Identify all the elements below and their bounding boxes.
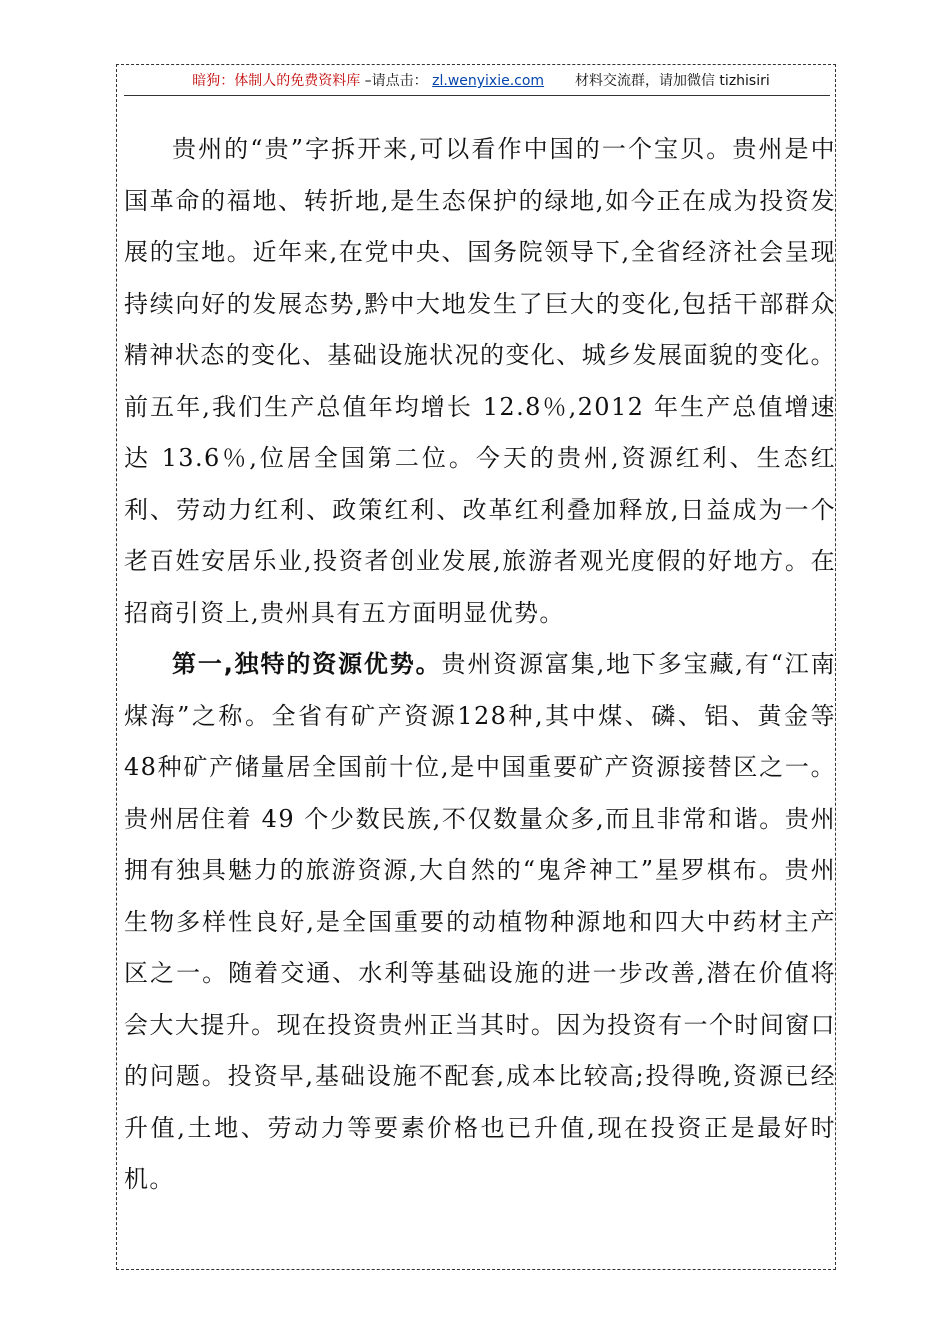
page-header <box>124 70 830 96</box>
paragraph-resource-advantage-text: 贵州资源富集,地下多宝藏,有“江南煤海”之称。全省有矿产资源128种,其中煤、磷、铝、黄金等48种矿产储量居全国前十位,是中国重要矿产资源接替区之一。贵州居住着 49 个少数民族,不仅数量众多,而且非常和谐。贵州拥有独具魅力的旅游资源,大自然的“鬼斧神工”星罗棋布。贵州生物多样性良好,是全国重要的动植物种源地和四大中药材主产区之一。随着交通、水利等基础设施的进一步改善,潜在价值将会大大提升。现在投资贵州正当其时。因为投资有一个时间窗口的问题。投资早,基础设施不配套,成本比较高;投得晚,资源已经升值,土地、劳动力等要素价格也已升值,现在投资正是最好时机。 <box>124 650 836 1193</box>
document-body <box>124 124 836 1206</box>
header-brand: 暗狗：体制人的免费资料库 <box>192 73 361 89</box>
paragraph-resource-advantage <box>124 639 836 1206</box>
header-link[interactable]: zl.wenyixie.com <box>432 73 545 89</box>
paragraph-intro <box>124 124 836 639</box>
header-wechat: 材料交流群，请加微信 tizhisiri <box>574 73 770 89</box>
header-prompt: –请点击： <box>364 73 428 89</box>
paragraph-intro-text: 贵州的“贵”字拆开来,可以看作中国的一个宝贝。贵州是中国革命的福地、转折地,是生态保护的绿地,如今正在成为投资发展的宝地。近年来,在党中央、国务院领导下,全省经济社会呈现持续向好的发展态势,黔中大地发生了巨大的变化,包括干部群众精神状态的变化、基础设施状况的变化、城乡发展面貌的变化。前五年,我们生产总值年均增长 12.8％,2012 年生产总值增速达 13.6％,位居全国第二位。今天的贵州,资源红利、生态红利、劳动力红利、政策红利、改革红利叠加释放,日益成为一个老百姓安居乐业,投资者创业发展,旅游者观光度假的好地方。在招商引资上,贵州具有五方面明显优势。 <box>124 135 836 627</box>
paragraph-resource-advantage-heading: 第一,独特的资源优势。 <box>172 650 442 678</box>
